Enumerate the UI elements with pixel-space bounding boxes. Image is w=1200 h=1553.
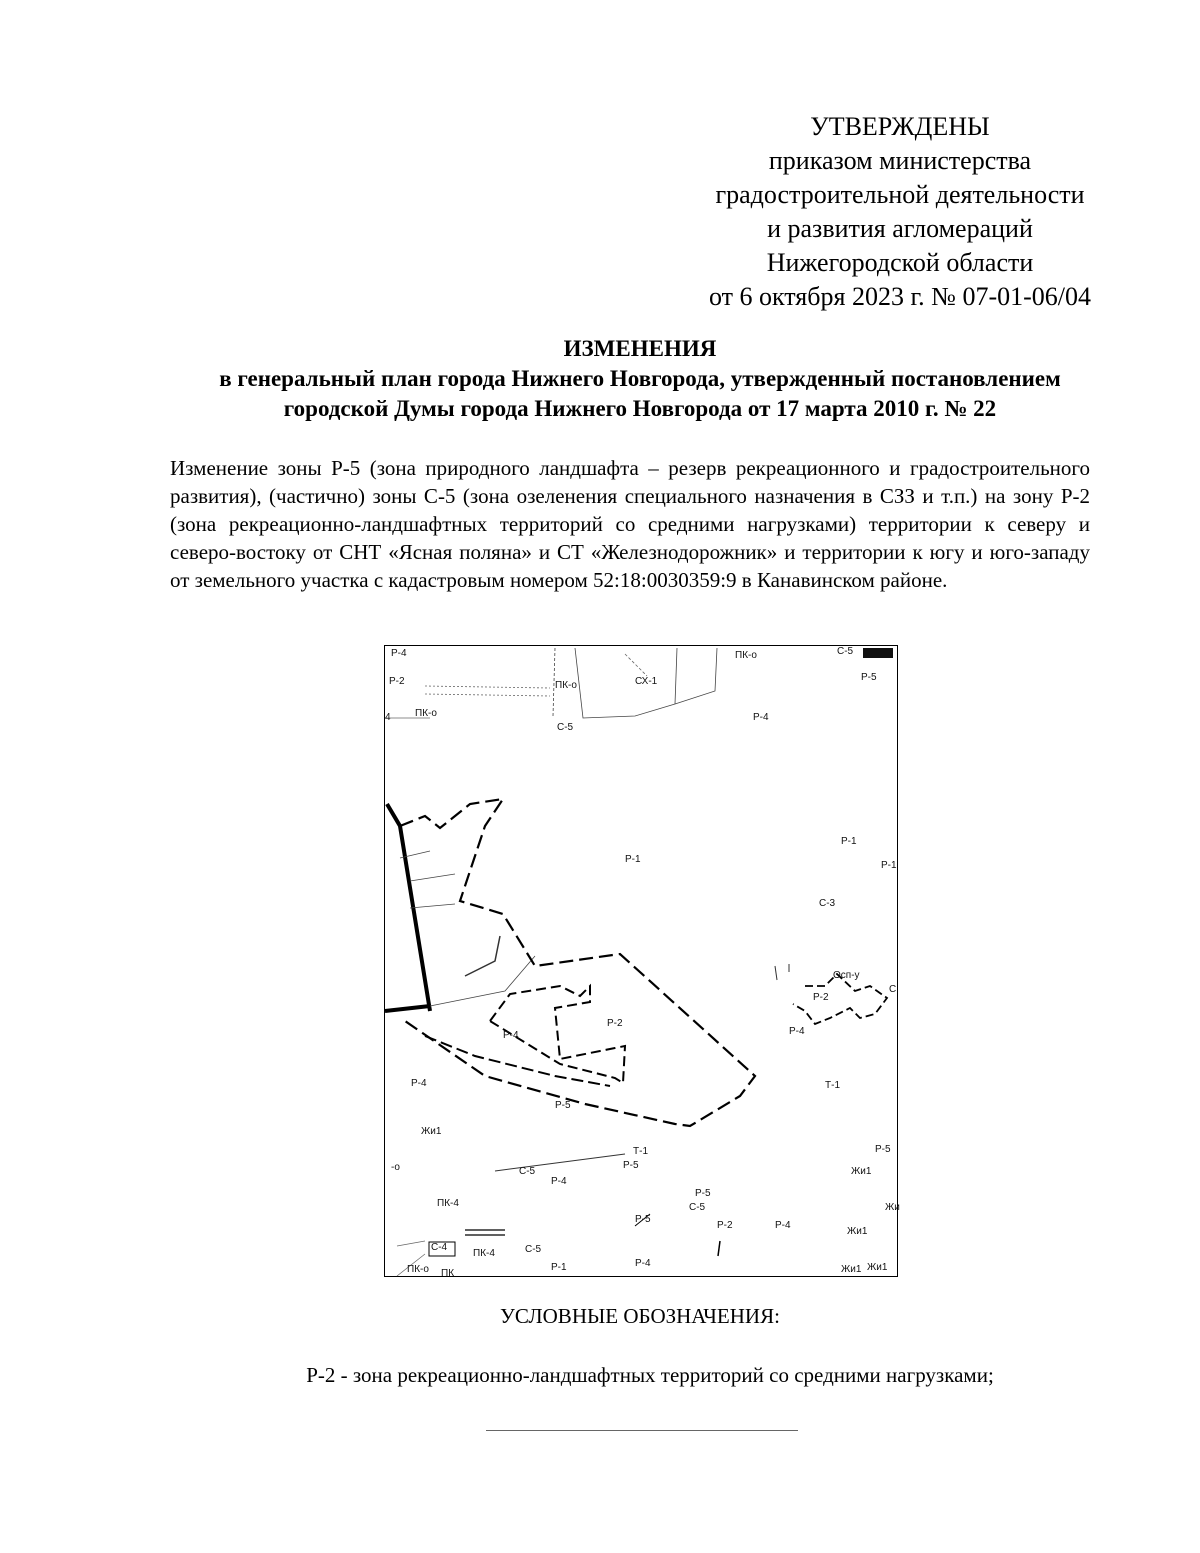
map-parcel-outline: [397, 1241, 425, 1246]
map-zone-label: Р-1: [625, 854, 641, 865]
map-zone-label: Р-4: [411, 1078, 427, 1089]
map-mark: [775, 966, 777, 980]
map-zone-label: ПК-о: [735, 650, 757, 661]
map-parcel-outline: [495, 1154, 625, 1171]
map-zone-label: Р-5: [623, 1160, 639, 1171]
map-zone-label: ПК-4: [473, 1248, 495, 1259]
change-description: Изменение зоны Р-5 (зона природного ландшафта – резерв рекреационного и градостроительного развития), (частично) зоны С-5 (зона озеленения специального назначения в СЗЗ и т.п.) на зону Р-2 (зона рекреационно-ландшафтных территорий со средними нагрузками) территории к северу и северо-востоку от СНТ «Ясная поляна» и СТ «Железнодорожник» и территории к югу и юго-западу от земельного участка с кадастровым номером 52:18:0030359:9 в Канавинском районе.: [170, 456, 1090, 592]
map-zone-label: Р-4: [503, 1030, 519, 1041]
map-zone-label: Р-5: [861, 672, 877, 683]
map-road: [387, 804, 430, 1011]
map-lines: [385, 646, 899, 1278]
approval-line: Нижегородской области: [766, 248, 1034, 277]
map-road: [385, 1006, 430, 1011]
map-zone-label: ПК-о: [555, 680, 577, 691]
map-parcel-outline: [425, 686, 550, 688]
approval-block: [640, 110, 1160, 314]
legend-item-p2: Р-2 - зона рекреационно-ландшафтных территорий со средними нагрузками;: [306, 1363, 994, 1387]
map-parcel-outline: [465, 936, 500, 976]
approval-line: градостроительной деятельности: [715, 180, 1085, 209]
map-zone-label: С-5: [837, 646, 854, 657]
map-zone-label: Жи1: [421, 1126, 442, 1137]
approval-heading: УТВЕРЖДЕНЫ: [810, 112, 990, 141]
map-zone-label: ПК-4: [437, 1198, 459, 1209]
map-zone-label: ПК: [441, 1268, 455, 1279]
map-zone-label: С: [889, 984, 897, 995]
approval-line: и развития агломераций: [767, 214, 1033, 243]
map-zone-label: С-5: [525, 1244, 542, 1255]
title-subline: городской Думы города Нижнего Новгорода от 17 марта 2010 г. № 22: [283, 396, 997, 421]
map-p2-boundary: [425, 1036, 610, 1086]
map-zone-label: Р-2: [717, 1220, 733, 1231]
map-zone-label: Р-4: [635, 1258, 651, 1269]
map-parcel-outline: [410, 904, 455, 908]
document-title: [100, 334, 1180, 424]
map-zone-label: ПК-о: [415, 708, 437, 719]
map-zone-label: С-5: [689, 1202, 706, 1213]
map-zone-label: Р-4: [789, 1026, 805, 1037]
approval-date-number: от 6 октября 2023 г. № 07-01-06/04: [708, 282, 1092, 311]
zoning-map: [384, 645, 898, 1277]
map-parcel-outline: [430, 956, 535, 1006]
approval-line: приказом министерства: [768, 146, 1032, 175]
map-zone-label: Р-4: [391, 648, 407, 659]
map-zone-label: Р-4: [753, 712, 769, 723]
map-zone-label: Жи1: [841, 1264, 862, 1275]
map-dark-marker: [863, 648, 893, 658]
map-zone-label: СХ-1: [635, 676, 658, 687]
map-parcel-outline: [675, 648, 677, 704]
map-zone-label: Р-5: [635, 1214, 651, 1225]
map-parcel-outline: [425, 694, 550, 696]
map-zone-label: С-5: [557, 722, 574, 733]
map-parcel-outline: [410, 874, 455, 881]
map-zone-label: Р-5: [555, 1100, 571, 1111]
map-zone-label: Р-2: [607, 1018, 623, 1029]
legend-title: УСЛОВНЫЕ ОБОЗНАЧЕНИЯ:: [500, 1304, 780, 1328]
title-heading: ИЗМЕНЕНИЯ: [563, 336, 717, 361]
map-parcel-outline: [625, 654, 647, 676]
map-zone-label: Р-5: [695, 1188, 711, 1199]
map-zone-label: Т-1: [825, 1080, 840, 1091]
map-zone-label: С-5: [519, 1166, 536, 1177]
map-zone-label: Р-1: [551, 1262, 567, 1273]
map-zone-label: Р-4: [775, 1220, 791, 1231]
map-zone-label: -о: [391, 1162, 400, 1173]
bottom-divider: [486, 1430, 798, 1431]
title-subline: в генеральный план города Нижнего Новгорода, утвержденный постановлением: [219, 366, 1061, 391]
map-zone-label: ПК-о: [407, 1264, 429, 1275]
map-zone-label: Р-2: [813, 992, 829, 1003]
map-zone-label: Жи: [885, 1202, 900, 1213]
map-boundary-dashed: [400, 799, 755, 1126]
map-zone-label: С-4: [431, 1242, 448, 1253]
map-zone-label: Т-1: [633, 1146, 648, 1157]
map-zone-label: Осп-у: [833, 970, 860, 981]
map-zone-label: С-3: [819, 898, 836, 909]
map-zone-label: Р-2: [389, 676, 405, 687]
map-zone-label: Жи1: [847, 1226, 868, 1237]
map-zone-label: Р-1: [841, 836, 857, 847]
map-zone-label: 4: [385, 712, 391, 723]
map-mark: [718, 1241, 720, 1256]
map-zone-label: Р-5: [875, 1144, 891, 1155]
map-zone-label: Жи1: [867, 1262, 888, 1273]
map-zone-label: Р-4: [551, 1176, 567, 1187]
map-zone-label: Жи1: [851, 1166, 872, 1177]
map-zone-label: Р-1: [881, 860, 897, 871]
